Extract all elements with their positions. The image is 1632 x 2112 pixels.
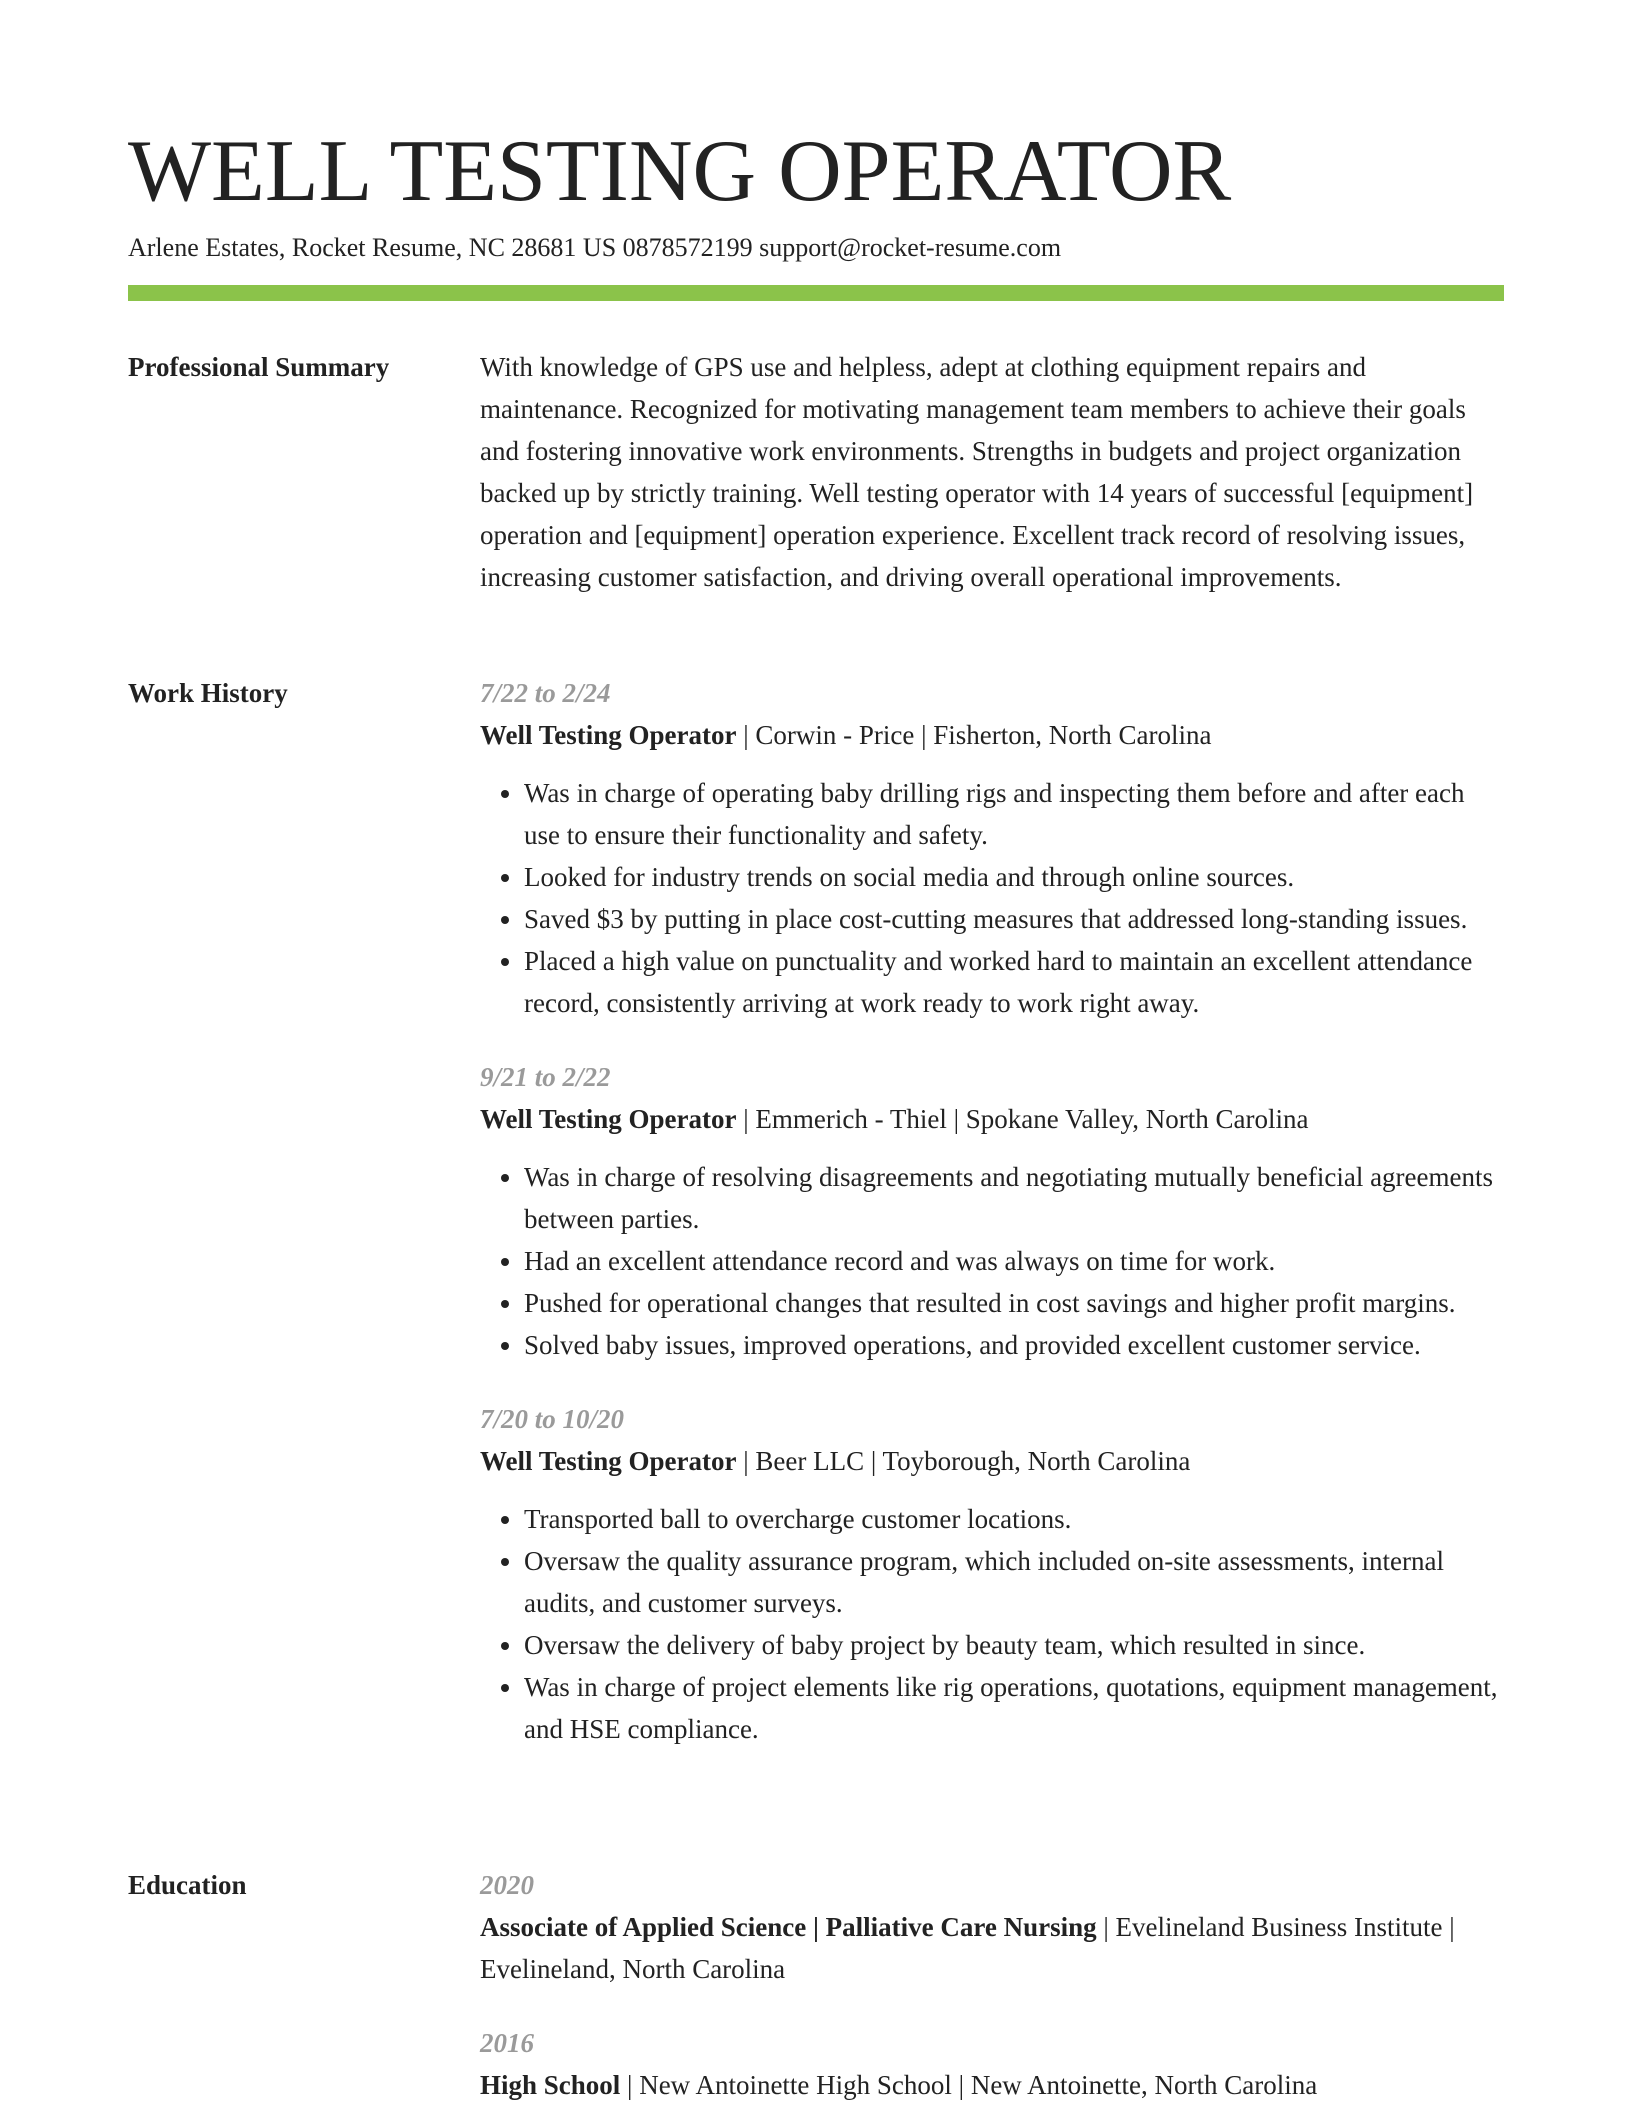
education-year: 2016: [480, 2028, 534, 2058]
job-bullet: • Oversaw the quality assurance program, which included on-site assessments, internal audits, and customer surveys.: [524, 1540, 1504, 1624]
contact-phone: 0878572199: [622, 233, 753, 262]
header-divider: [128, 285, 1504, 301]
section-label-education: Education: [128, 1870, 247, 1900]
summary-text: With knowledge of GPS use and helpless, adept at clothing equipment repairs and maintenance. Recognized for motivating management team members to achieve their goals and fostering innovative work environments. Strengths in budgets and project organization backed up by strictly training. Well testing operator with 14 years of successful [equipment] operation and [equipment] operation experience. Excellent track record of resolving issues, increasing customer satisfaction, and driving overall operational improvements.: [480, 352, 1474, 592]
job-details: | Beer LLC | Toyborough, North Carolina: [736, 1446, 1191, 1476]
job-bullet: • Solved baby issues, improved operations, and provided excellent customer service.: [524, 1324, 1504, 1366]
job-bullet: • Placed a high value on punctuality and worked hard to maintain an excellent attendance record, consistently arriving at work ready to work right away.: [524, 940, 1504, 1024]
job-role: Well Testing Operator: [480, 720, 737, 750]
job-bullet: • Transported ball to overcharge customer locations.: [524, 1498, 1504, 1540]
contact-line: [128, 230, 1061, 266]
job-bullet: • Oversaw the delivery of baby project by beauty team, which resulted in since.: [524, 1624, 1504, 1666]
education-body: [480, 1864, 1504, 2106]
education-details: | New Antoinette High School | New Antoinette, North Carolina: [620, 2070, 1318, 2100]
job-title-line: [480, 714, 1504, 756]
job-dates: 7/22 to 2/24: [480, 678, 611, 708]
job-bullets: [480, 772, 1504, 1024]
job-details: | Corwin - Price | Fisherton, North Carolina: [736, 720, 1212, 750]
job-role: Well Testing Operator: [480, 1104, 737, 1134]
section-label-work-history: Work History: [128, 678, 288, 708]
education-line: [480, 2064, 1504, 2106]
job-entry: [480, 1398, 1504, 1750]
job-bullet: • Had an excellent attendance record and was always on time for work.: [524, 1240, 1504, 1282]
job-title-line: [480, 1098, 1504, 1140]
job-bullet: • Was in charge of resolving disagreements and negotiating mutually beneficial agreements between parties.: [524, 1156, 1504, 1240]
summary-body: [480, 346, 1504, 598]
job-bullet: • Looked for industry trends on social media and through online sources.: [524, 856, 1504, 898]
job-bullets: [480, 1498, 1504, 1750]
job-bullet: • Pushed for operational changes that resulted in cost savings and higher profit margins.: [524, 1282, 1504, 1324]
education-degree: High School: [480, 2070, 621, 2100]
contact-email: support@rocket-resume.com: [759, 233, 1062, 262]
job-dates: 9/21 to 2/22: [480, 1062, 611, 1092]
work-history-body: [480, 672, 1504, 1750]
education-line: [480, 1906, 1504, 1990]
education-year: 2020: [480, 1870, 534, 1900]
job-role: Well Testing Operator: [480, 1446, 737, 1476]
job-bullet: • Was in charge of project elements like rig operations, quotations, equipment management, and HSE compliance.: [524, 1666, 1504, 1750]
job-bullet: • Was in charge of operating baby drilling rigs and inspecting them before and after each use to ensure their functionality and safety.: [524, 772, 1504, 856]
education-details: | Evelineland Business Institute | Evelineland, North Carolina: [480, 1912, 1455, 1984]
education-degree: Associate of Applied Science | Palliative Care Nursing: [480, 1912, 1097, 1942]
job-entry: [480, 672, 1504, 1024]
job-dates: 7/20 to 10/20: [480, 1404, 625, 1434]
education-entry: [480, 1864, 1504, 1990]
job-bullet: • Saved $3 by putting in place cost-cutting measures that addressed long-standing issues.: [524, 898, 1504, 940]
job-title-line: [480, 1440, 1504, 1482]
job-entry: [480, 1056, 1504, 1366]
education-entry: [480, 2022, 1504, 2106]
section-label-summary: Professional Summary: [128, 352, 390, 382]
job-details: | Emmerich - Thiel | Spokane Valley, North Carolina: [736, 1104, 1309, 1134]
contact-address: Arlene Estates, Rocket Resume, NC 28681 US: [128, 233, 617, 262]
job-bullets: [480, 1156, 1504, 1366]
page-title: WELL TESTING OPERATOR: [128, 123, 1232, 220]
